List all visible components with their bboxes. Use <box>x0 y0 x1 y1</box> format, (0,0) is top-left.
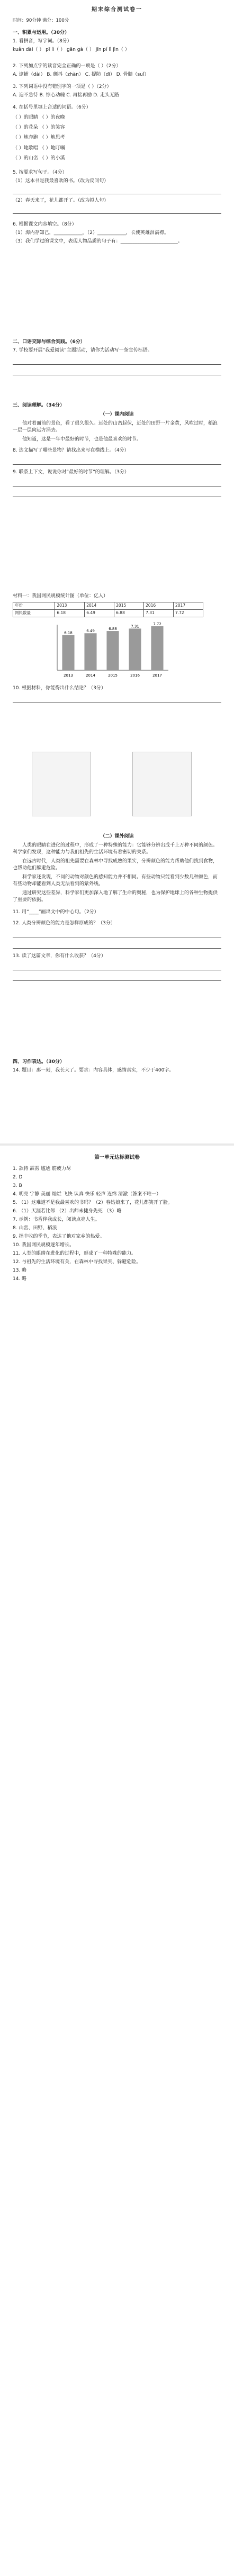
answer-item: 11. 人类的眼睛在进化的过程中，形成了一种特殊的能力。 <box>13 1251 137 1257</box>
answer-line[interactable] <box>13 206 221 214</box>
answer-item: 5. （1）这难道不是我最喜欢的书吗？（2）春姑娘来了，花儿都笑开了脸。 <box>13 1200 173 1205</box>
fill-row: （ ）的眼睛 （ ）的夜晚 <box>13 115 65 121</box>
section-1-heading: 一、积累与运用。（30分） <box>13 30 70 35</box>
question-3-options: A. 迫不急待 B. 惊心动魄 C. 再接再励 D. 走头无路 <box>13 93 119 98</box>
answer-line[interactable] <box>13 961 221 970</box>
x-tick-label: 2017 <box>152 673 162 678</box>
table-cell: 7.72 <box>174 609 203 617</box>
question-1-pinyin: kuǎn dài（ ） pī lì（ ） gān gà（ ） jīn pí lì jìn（ ） <box>13 47 130 53</box>
bar <box>106 631 119 670</box>
illustration-left <box>32 752 91 816</box>
data-label: 7.72 <box>153 622 161 626</box>
answer-line[interactable] <box>13 478 221 487</box>
chart-caption: 材料一：我国网民规模统计图（单位：亿人） <box>13 593 109 599</box>
question-11: 11. 用“____”画出文中的中心句。（2分） <box>13 909 99 915</box>
table-cell: 2017 <box>174 602 203 610</box>
bar <box>84 633 96 670</box>
answer-item: 9. 指丰收的季节，表达了他对家乡的热爱。 <box>13 1234 105 1240</box>
section-2-heading: 二、口语交际与综合实践。（6分） <box>13 339 85 345</box>
reading-1-paragraph: 他知道，这是一年中最好的时节，也是他最喜欢的时节。 <box>22 437 142 443</box>
table-cell: 6.88 <box>114 609 144 617</box>
fill-row: （ ）的山峦 （ ）的小溪 <box>13 155 65 161</box>
section-3 <box>13 402 221 499</box>
fill-row: （ ）的花朵 （ ）的笑容 <box>13 125 65 131</box>
fill-row: （ ）地歌唱 （ ）地叮嘱 <box>13 145 65 151</box>
answer-line[interactable] <box>13 356 221 365</box>
bar <box>129 628 141 670</box>
reading-2-paragraph: 科学家还发现，不同的动物对颜色的感知能力并不相同。有些动物只能看到少数几种颜色，而有些动物却能看到人类无法看到的紫外线。 <box>13 875 218 887</box>
data-label: 6.88 <box>109 626 117 631</box>
reading-2-title: （二）课外阅读 <box>100 834 134 839</box>
answer-item: 3. B <box>13 1183 22 1188</box>
answer-line[interactable] <box>13 693 221 702</box>
answer-item: 12. 与祖先的生活环境有关，在森林中寻找果实、躲避危险。 <box>13 1259 141 1265</box>
answer-item: 1. 款待 霹雳 尴尬 筋疲力尽 <box>13 1166 71 1172</box>
answer-section <box>13 1154 221 1284</box>
answer-item: 10. 我国网民规模逐年增长。 <box>13 1242 75 1248</box>
question-4: 4. 在括号里填上合适的词语。（6分） <box>13 105 91 111</box>
question-5-a: （1）这本书是我最喜欢的书。（改为反问句） <box>13 178 109 184</box>
question-1: 1. 看拼音，写字词。（8分） <box>13 39 72 44</box>
question-2: 2. 下列加点字的读音完全正确的一项是（ ）（2分） <box>13 64 121 69</box>
question-6-b: （3）我们学过的课文中，表现人物品质的句子有：________________________。 <box>13 238 183 244</box>
question-5-b: （2）春天来了，花儿都开了。（改为拟人句） <box>13 197 109 203</box>
table-cell: 网民数量 <box>13 609 55 617</box>
question-6: 6. 根据课文内容填空。（8分） <box>13 221 77 227</box>
question-7: 7. 学校要开展“我爱阅读”主题活动，请你为活动写一条宣传标语。 <box>13 348 152 354</box>
table-cell: 年份 <box>13 602 55 610</box>
data-label: 6.49 <box>86 629 95 634</box>
data-label: 6.18 <box>64 631 73 635</box>
reading-1-title: （一）课内阅读 <box>100 412 134 418</box>
time-score: 时间：90分钟 满分：100分 <box>13 17 69 23</box>
answer-item: 2. D <box>13 1174 23 1180</box>
question-9: 9. 联系上下文，说说你对“最好的时节”的理解。（3分） <box>13 470 130 475</box>
question-3: 3. 下列词语中没有错别字的一项是（ ）（2分） <box>13 84 112 90</box>
section-2 <box>13 339 221 377</box>
question-13: 13. 读了这篇文章，你有什么收获？（4分） <box>13 953 106 959</box>
answer-item: 4. 明亮 宁静 美丽 灿烂 飞快 认真 快乐 轻声 连绵 清澈（答案不唯一） <box>13 1191 161 1197</box>
question-4-rows <box>13 114 221 161</box>
page-separator <box>0 1143 234 1146</box>
answer-line[interactable] <box>13 972 221 981</box>
table-cell: 2015 <box>114 602 144 610</box>
section-1 <box>13 30 221 247</box>
answer-list <box>13 1166 221 1283</box>
bar-chart <box>44 622 172 680</box>
question-6-a: （1）海内存知己，____________。（2）____________，长使英雄泪满襟。 <box>13 230 169 236</box>
answer-line[interactable] <box>13 929 221 938</box>
question-8: 8. 选文描写了哪些景物？请找出来写在横线上。（4分） <box>13 448 129 454</box>
reading-2-paragraph: 在远古时代，人类的祖先需要在森林中寻找成熟的果实，分辨颜色的能力帮助他们找到食物，也帮助他们躲避危险。 <box>13 859 218 871</box>
answer-item: 8. 山峦、田野、稻浪 <box>13 1226 57 1231</box>
page-title: 期末综合测试卷一 <box>92 7 142 13</box>
reading-2 <box>13 831 221 983</box>
x-tick-label: 2015 <box>108 673 118 678</box>
fill-row: （ ）地奔跑 （ ）地思考 <box>13 135 65 141</box>
table-cell: 6.49 <box>85 609 114 617</box>
chart-material <box>13 593 221 704</box>
answer-line[interactable] <box>13 366 221 375</box>
table-row <box>13 602 203 610</box>
x-tick-label: 2016 <box>130 673 140 678</box>
answer-line[interactable] <box>13 186 221 194</box>
answer-line[interactable] <box>13 488 221 497</box>
table-cell: 2013 <box>55 602 85 610</box>
reading-2-paragraph: 人类的眼睛在进化的过程中，形成了一种特殊的能力：它能够分辨出成千上万种不同的颜色。科学家们发现，这种能力与我们祖先的生活环境有着密切的关系。 <box>13 843 218 855</box>
reading-1-paragraph: 他对着面前的景色，看了很久很久。远处的山峦起伏，近处的田野一片金黄，风吹过时，稻浪一层一层向远方涌去。 <box>13 421 218 434</box>
answer-title: 第一单元达标测试卷 <box>94 1155 140 1160</box>
illustration-right <box>132 752 192 816</box>
section-4-heading: 四、习作表达。（30分） <box>13 1059 65 1065</box>
x-tick-label: 2014 <box>86 673 95 678</box>
answer-item: 14. 略 <box>13 1276 27 1282</box>
table-row <box>13 609 203 617</box>
answer-item: 6. （1）天涯若比邻 （2）出师未捷身先死 （3）略 <box>13 1209 122 1214</box>
data-label: 7.31 <box>131 624 139 629</box>
section-3-heading: 三、阅读理解。（34分） <box>13 403 65 408</box>
answer-line[interactable] <box>13 456 221 465</box>
question-12: 12. 人类分辨颜色的能力是怎样形成的？（3分） <box>13 921 115 926</box>
answer-line[interactable] <box>13 940 221 949</box>
table-cell: 2016 <box>144 602 174 610</box>
table-cell: 6.18 <box>55 609 85 617</box>
section-4 <box>13 1059 221 1076</box>
reading-2-paragraph: 通过研究这些差异，科学家们更加深入地了解了生命的奥秘，也为保护地球上的各种生物提供了重要的依据。 <box>13 890 218 903</box>
bar <box>62 635 74 670</box>
question-10: 10. 根据材料，你能得出什么结论？（3分） <box>13 685 106 691</box>
question-2-options: A. 逮捕（dài） B. 颤抖（zhàn） C. 提防（dī） D. 骨髓（suǐ） <box>13 72 149 78</box>
data-table <box>13 602 203 617</box>
bar <box>151 626 163 670</box>
table-cell: 2014 <box>85 602 114 610</box>
question-5: 5. 按要求写句子。（4分） <box>13 169 67 175</box>
answer-item: 13. 略 <box>13 1268 27 1274</box>
answer-item: 7. 示例：书香伴我成长，阅读点亮人生。 <box>13 1217 100 1223</box>
question-14: 14. 题目：那一刻，我长大了。要求：内容具体，感情真实，不少于400字。 <box>13 1068 174 1074</box>
x-tick-label: 2013 <box>64 673 73 678</box>
table-cell: 7.31 <box>144 609 174 617</box>
header <box>13 6 221 24</box>
